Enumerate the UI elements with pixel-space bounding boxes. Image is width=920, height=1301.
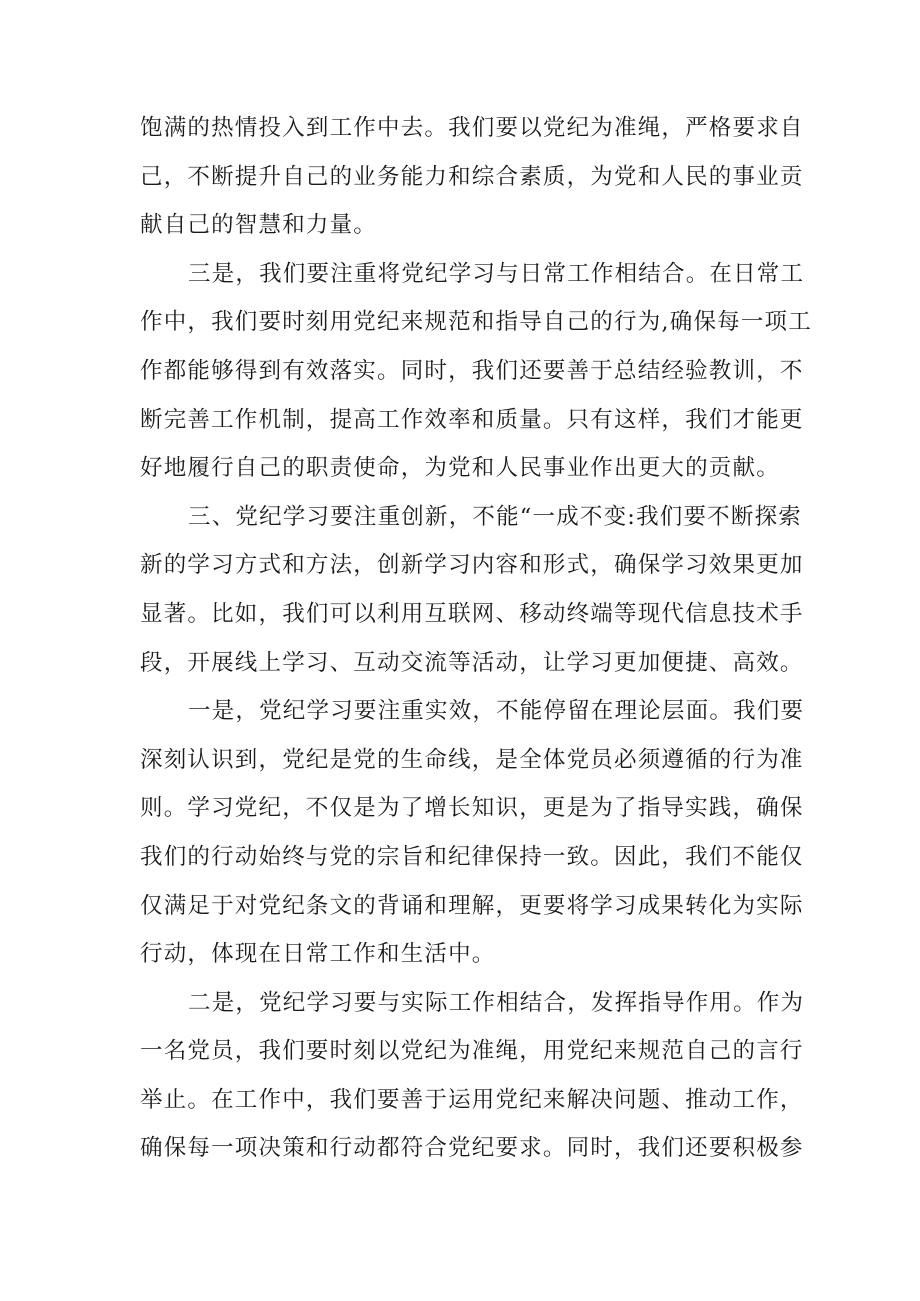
text-line: 行动，体现在日常工作和生活中。 [140, 941, 496, 968]
text-line: 一名党员，我们要时刻以党纪为准绳，用党纪来规范自己的言行 [140, 1038, 804, 1065]
text-line: 仅满足于对党纪条文的背诵和理解，更要将学习成果转化为实际 [140, 892, 804, 919]
text-line: 饱满的热情投入到工作中去。我们要以党纪为准绳，严格要求自 [140, 115, 804, 141]
text-line: 作中，我们要时刻用党纪来规范和指导自己的行为,确保每一项工 [140, 309, 812, 336]
text-line: 新的学习方式和方法，创新学习内容和形式，确保学习效果更加 [140, 552, 804, 579]
paragraph-2 [140, 250, 812, 493]
text-line: 作都能够得到有效落实。同时，我们还要善于总结经验教训，不 [140, 357, 804, 384]
text-line: 确保每一项决策和行动都符合党纪要求。同时，我们还要积极参 [140, 1135, 804, 1162]
text-line: 断完善工作机制，提高工作效率和质量。只有这样，我们才能更 [140, 406, 804, 433]
text-line: 我们的行动始终与党的宗旨和纪律保持一致。因此，我们不能仅 [140, 843, 804, 870]
paragraph-5 [140, 979, 805, 1173]
text-line: 好地履行自己的职责使命，为党和人民事业作出更大的贡献。 [140, 455, 780, 482]
text-line: 一是，党纪学习要注重实效，不能停留在理论层面。我们要 [188, 698, 805, 725]
document-body [140, 104, 812, 1173]
text-line: 己，不断提升自己的业务能力和综合素质，为党和人民的事业贡 [140, 163, 804, 190]
paragraph-3 [140, 493, 804, 687]
text-line: 举止。在工作中，我们要善于运用党纪来解决问题、推动工作， [140, 1086, 804, 1113]
text-line: 段，开展线上学习、互动交流等活动，让学习更加便捷、高效。 [140, 649, 804, 676]
text-line: 二是，党纪学习要与实际工作相结合，发挥指导作用。作为 [188, 989, 805, 1016]
text-line: 三、党纪学习要注重创新，不能“一成不变:我们要不断探索 [188, 503, 802, 530]
text-line: 显著。比如，我们可以利用互联网、移动终端等现代信息技术手 [140, 600, 804, 627]
text-line: 三是，我们要注重将党纪学习与日常工作相结合。在日常工 [188, 260, 805, 287]
paragraph-1 [140, 104, 804, 250]
text-line: 深刻认识到，党纪是党的生命线，是全体党员必须遵循的行为准 [140, 746, 804, 773]
text-line: 则。学习党纪，不仅是为了增长知识，更是为了指导实践，确保 [140, 795, 804, 822]
text-line: 献自己的智慧和力量。 [140, 212, 378, 239]
paragraph-4 [140, 687, 805, 979]
